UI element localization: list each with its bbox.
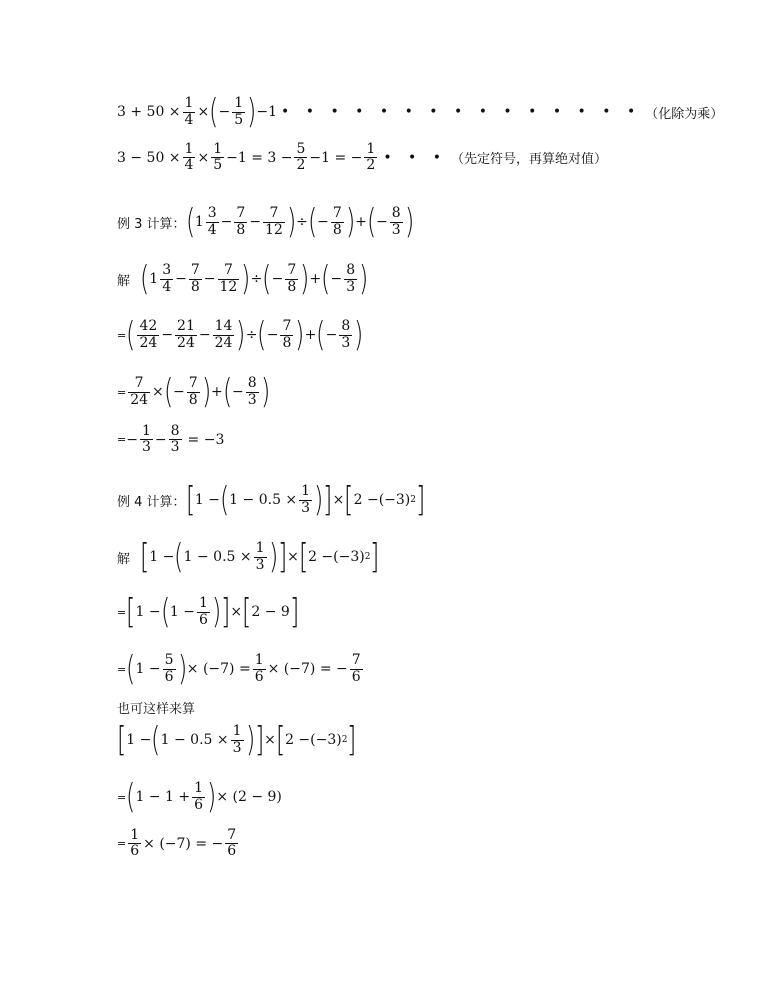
fraction xyxy=(331,206,344,238)
math-token: − xyxy=(126,431,138,448)
denominator: 6 xyxy=(198,611,208,628)
math-token: 1 − 1 + xyxy=(135,789,191,805)
math-token: 2 xyxy=(341,735,348,745)
fraction xyxy=(163,653,176,685)
bracket: ] xyxy=(254,720,265,760)
denominator: 8 xyxy=(236,221,246,238)
fraction xyxy=(211,142,224,174)
math-token: + xyxy=(210,384,223,400)
math-token: − xyxy=(218,104,231,120)
numerator: 3 xyxy=(162,262,172,279)
denominator: 3 xyxy=(301,499,311,516)
numerator: 7 xyxy=(269,205,279,222)
numerator: 1 xyxy=(213,141,223,157)
denominator: 8 xyxy=(332,221,342,238)
math-token: − xyxy=(325,327,338,343)
parenthesis: ) xyxy=(201,372,211,412)
bracket: [ xyxy=(116,720,127,760)
math-token: × xyxy=(197,149,210,166)
denominator: 3 xyxy=(247,391,257,408)
math-token: 1 − 0.5 × xyxy=(160,732,229,748)
parenthesis: ) xyxy=(295,315,305,355)
math-token: ÷ xyxy=(296,214,308,230)
parenthesis: ) xyxy=(211,592,222,632)
fraction xyxy=(234,206,247,238)
numerator: 1 xyxy=(301,483,311,500)
example-3-heading xyxy=(117,202,414,242)
math-token: × xyxy=(332,492,345,508)
math-token: − xyxy=(161,327,174,343)
bracket: ] xyxy=(221,592,231,632)
numerator: 7 xyxy=(332,205,342,222)
example-3-solution xyxy=(117,259,369,299)
math-token: 1 − xyxy=(126,732,152,748)
math-token: (−3) xyxy=(333,549,365,565)
fraction xyxy=(253,653,266,685)
parenthesis: ) xyxy=(300,259,310,299)
math-token: = xyxy=(117,328,127,342)
math-token: − xyxy=(317,214,329,230)
fraction xyxy=(225,828,238,860)
fraction xyxy=(160,263,173,295)
numerator: 1 xyxy=(255,540,265,557)
parenthesis: ( xyxy=(262,259,272,299)
math-token: + xyxy=(355,214,367,230)
fraction xyxy=(137,319,159,351)
numerator: 7 xyxy=(190,262,200,279)
bracket: ] xyxy=(347,720,357,760)
parenthesis: ( xyxy=(307,202,318,242)
parenthesis: ( xyxy=(140,259,150,299)
math-token: −1 = 3 − xyxy=(226,149,293,166)
denominator: 8 xyxy=(190,278,200,295)
bracket: ] xyxy=(323,480,333,520)
math-token: = xyxy=(117,662,127,676)
math-token: 1 xyxy=(194,214,204,230)
denominator: 6 xyxy=(130,843,140,860)
numerator: 1 xyxy=(198,595,208,612)
math-token: − xyxy=(220,214,233,230)
numerator: 1 xyxy=(184,141,194,157)
fraction xyxy=(232,96,245,128)
fraction xyxy=(364,142,377,174)
example-3-step-1 xyxy=(117,315,364,355)
parenthesis: ) xyxy=(245,720,255,760)
bracket: [ xyxy=(344,480,354,520)
math-token: −1 = − xyxy=(309,149,363,166)
math-token: 2 xyxy=(364,552,371,562)
math-token: × (−7) = xyxy=(186,661,251,677)
denominator: 6 xyxy=(164,668,174,685)
numerator: 8 xyxy=(341,318,351,335)
parenthesis: ( xyxy=(163,372,174,412)
numerator: 3 xyxy=(207,205,217,222)
math-token: 1 − xyxy=(135,661,161,677)
denominator: 6 xyxy=(254,668,264,685)
math-token: − xyxy=(203,271,216,287)
denominator: 2 xyxy=(296,157,306,174)
fraction xyxy=(128,376,150,408)
parenthesis: ) xyxy=(241,259,251,299)
math-token: 2 − xyxy=(353,492,379,508)
math-token: −1 xyxy=(256,104,278,120)
parenthesis: ) xyxy=(345,202,356,242)
parenthesis: ( xyxy=(174,537,184,577)
denominator: 8 xyxy=(282,334,292,351)
math-token: × (2 − 9) xyxy=(216,789,282,805)
bracket: [ xyxy=(140,537,150,577)
math-token: − xyxy=(173,384,185,400)
math-token: × xyxy=(264,732,276,748)
math-token: 3 − 50 × xyxy=(117,149,181,166)
bracket: [ xyxy=(126,592,136,632)
math-token: − xyxy=(330,271,343,287)
bracket: [ xyxy=(298,537,309,577)
leader-dots: • • • xyxy=(383,149,448,166)
parenthesis: ( xyxy=(321,259,331,299)
math-token: = xyxy=(117,837,127,851)
fraction xyxy=(187,376,200,408)
parenthesis: ( xyxy=(366,202,377,242)
math-token: = xyxy=(117,605,127,619)
math-token: 1 − xyxy=(194,492,220,508)
parenthesis: ( xyxy=(160,592,170,632)
fraction xyxy=(192,781,205,813)
numerator: 7 xyxy=(351,652,361,669)
numerator: 7 xyxy=(134,375,144,392)
alt-method-label xyxy=(117,698,195,717)
fraction xyxy=(231,724,244,756)
example-3-step-3 xyxy=(117,424,224,456)
fraction xyxy=(280,319,293,351)
denominator: 12 xyxy=(219,278,238,295)
parenthesis: ( xyxy=(209,92,219,132)
numerator: 7 xyxy=(282,318,292,335)
numerator: 1 xyxy=(141,423,151,439)
parenthesis: ) xyxy=(177,649,187,689)
denominator: 3 xyxy=(391,221,401,238)
parenthesis: ) xyxy=(359,259,369,299)
denominator: 4 xyxy=(184,157,194,174)
math-token: 3 + 50 × xyxy=(117,104,181,120)
math-token: + xyxy=(309,271,322,287)
math-token: − xyxy=(175,271,187,287)
math-token: 2 − xyxy=(308,549,334,565)
numerator: 1 xyxy=(232,723,242,740)
math-token: − xyxy=(271,271,284,287)
parenthesis: ) xyxy=(207,777,217,817)
example-4-heading xyxy=(117,480,426,520)
denominator: 24 xyxy=(177,334,195,351)
numerator: 5 xyxy=(164,652,174,669)
math-token: × (−7) = − xyxy=(143,835,224,852)
fraction xyxy=(263,206,285,238)
numerator: 1 xyxy=(366,141,376,157)
math-token: (−3) xyxy=(378,492,411,508)
fraction xyxy=(128,828,141,860)
numerator: 21 xyxy=(177,318,195,335)
math-token: 例 3 计算： xyxy=(117,216,186,232)
numerator: 1 xyxy=(184,95,194,112)
denominator: 12 xyxy=(265,221,283,238)
fraction xyxy=(285,263,298,295)
math-token: − xyxy=(249,214,262,230)
fraction xyxy=(197,596,210,628)
parenthesis: ) xyxy=(404,202,414,242)
math-token: 1 − xyxy=(169,604,195,620)
fraction xyxy=(183,142,196,174)
fraction xyxy=(183,96,196,128)
denominator: 4 xyxy=(162,278,172,295)
denominator: 3 xyxy=(232,739,242,756)
denominator: 3 xyxy=(341,334,351,351)
fraction xyxy=(390,206,403,238)
fraction xyxy=(140,424,153,456)
math-token: − xyxy=(376,214,388,230)
parenthesis: ) xyxy=(354,315,364,355)
bracket: ] xyxy=(289,592,300,632)
parenthesis: ) xyxy=(260,372,270,412)
fraction xyxy=(344,263,357,295)
note: （先定符号，再算绝对值） xyxy=(451,152,608,168)
fraction xyxy=(350,653,363,685)
alt-step-1 xyxy=(116,720,357,760)
fraction xyxy=(169,424,182,456)
parenthesis: ) xyxy=(314,480,324,520)
parenthesis: ) xyxy=(268,537,278,577)
numerator: 1 xyxy=(254,652,264,669)
numerator: 1 xyxy=(234,95,244,112)
denominator: 8 xyxy=(188,391,198,408)
numerator: 7 xyxy=(227,827,237,843)
math-token: 2 xyxy=(410,495,416,505)
math-token: ÷ xyxy=(250,271,263,287)
math-token: 1 − 0.5 × xyxy=(229,492,298,508)
math-token: = xyxy=(117,385,127,399)
fraction xyxy=(206,206,219,238)
numerator: 7 xyxy=(223,262,233,279)
denominator: 6 xyxy=(227,843,237,860)
parenthesis: ( xyxy=(126,649,136,689)
example-4-solution xyxy=(117,537,380,577)
math-token: 解 xyxy=(117,273,131,289)
math-token: − xyxy=(266,327,279,343)
fraction xyxy=(189,263,202,295)
parenthesis: ) xyxy=(236,315,246,355)
math-token: 1 − xyxy=(149,549,175,565)
denominator: 6 xyxy=(194,796,204,813)
math-token: 1 − 0.5 × xyxy=(183,549,252,565)
numerator: 8 xyxy=(247,375,257,392)
math-token: (−3) xyxy=(310,732,342,748)
denominator: 3 xyxy=(346,278,356,295)
numerator: 7 xyxy=(236,205,246,222)
denominator: 8 xyxy=(287,278,297,295)
math-token: × xyxy=(152,384,164,400)
numerator: 14 xyxy=(214,318,233,335)
fraction xyxy=(254,541,267,573)
denominator: 6 xyxy=(351,668,361,685)
math-token: = xyxy=(117,433,127,447)
math-token: + xyxy=(304,327,317,343)
math-token: × xyxy=(197,104,210,120)
bracket: ] xyxy=(370,537,380,577)
denominator: 24 xyxy=(214,334,233,351)
denominator: 4 xyxy=(184,111,194,128)
numerator: 1 xyxy=(130,827,140,843)
fraction xyxy=(213,319,235,351)
math-token: ÷ xyxy=(245,327,258,343)
denominator: 24 xyxy=(139,334,158,351)
math-token: − xyxy=(198,327,211,343)
math-token: 2 − xyxy=(285,732,311,748)
fraction xyxy=(175,319,197,351)
parenthesis: ( xyxy=(316,315,326,355)
numerator: 8 xyxy=(346,262,356,279)
denominator: 3 xyxy=(170,439,180,456)
bracket: ] xyxy=(415,480,426,520)
alt-step-2 xyxy=(117,777,282,817)
numerator: 42 xyxy=(139,318,158,335)
parenthesis: ( xyxy=(219,480,230,520)
bracket: ] xyxy=(277,537,288,577)
math-token: × xyxy=(230,604,243,620)
example-4-step-2 xyxy=(117,649,365,689)
math-token: = −3 xyxy=(187,431,225,448)
parenthesis: ( xyxy=(151,720,161,760)
math-token: 1 − xyxy=(135,604,161,620)
math-token: = xyxy=(117,790,127,804)
parenthesis: ) xyxy=(247,92,257,132)
bracket: [ xyxy=(242,592,252,632)
example-3-step-2 xyxy=(117,372,270,412)
expr-line-1 xyxy=(117,92,724,132)
numerator: 7 xyxy=(188,375,198,392)
parenthesis: ( xyxy=(126,315,136,355)
note: （化除为乘） xyxy=(645,106,724,122)
numerator: 7 xyxy=(287,262,297,279)
fraction xyxy=(246,376,259,408)
alt-step-3 xyxy=(117,828,240,860)
fraction xyxy=(218,263,240,295)
fraction xyxy=(294,142,307,174)
math-token: 2 − 9 xyxy=(251,604,290,620)
bracket: [ xyxy=(275,720,286,760)
numerator: 8 xyxy=(391,205,401,222)
example-4-step-1 xyxy=(117,592,300,632)
math-token: − xyxy=(231,384,244,400)
math-token: 例 4 计算： xyxy=(117,494,186,510)
leader-dots: • • • • • • • • • • • • • • • xyxy=(281,104,642,120)
math-token: 解 xyxy=(117,551,131,567)
expr-line-2 xyxy=(117,142,607,174)
denominator: 24 xyxy=(130,391,149,408)
parenthesis: ( xyxy=(257,315,267,355)
math-token: × (−7) = − xyxy=(267,661,348,677)
denominator: 5 xyxy=(213,157,223,174)
math-token: 也可这样来算 xyxy=(117,702,196,717)
parenthesis: ( xyxy=(185,202,195,242)
denominator: 5 xyxy=(234,111,244,128)
denominator: 3 xyxy=(141,439,151,456)
numerator: 5 xyxy=(296,141,306,157)
bracket: [ xyxy=(185,480,195,520)
fraction xyxy=(299,484,312,516)
parenthesis: ( xyxy=(126,777,136,817)
numerator: 1 xyxy=(194,780,204,797)
fraction xyxy=(339,319,352,351)
denominator: 4 xyxy=(207,221,217,238)
parenthesis: ) xyxy=(286,202,297,242)
numerator: 8 xyxy=(170,423,180,439)
denominator: 3 xyxy=(255,556,265,573)
math-token: − xyxy=(154,431,167,448)
math-token: 1 xyxy=(149,271,159,287)
math-token: × xyxy=(287,549,299,565)
parenthesis: ( xyxy=(222,372,232,412)
denominator: 2 xyxy=(366,157,376,174)
